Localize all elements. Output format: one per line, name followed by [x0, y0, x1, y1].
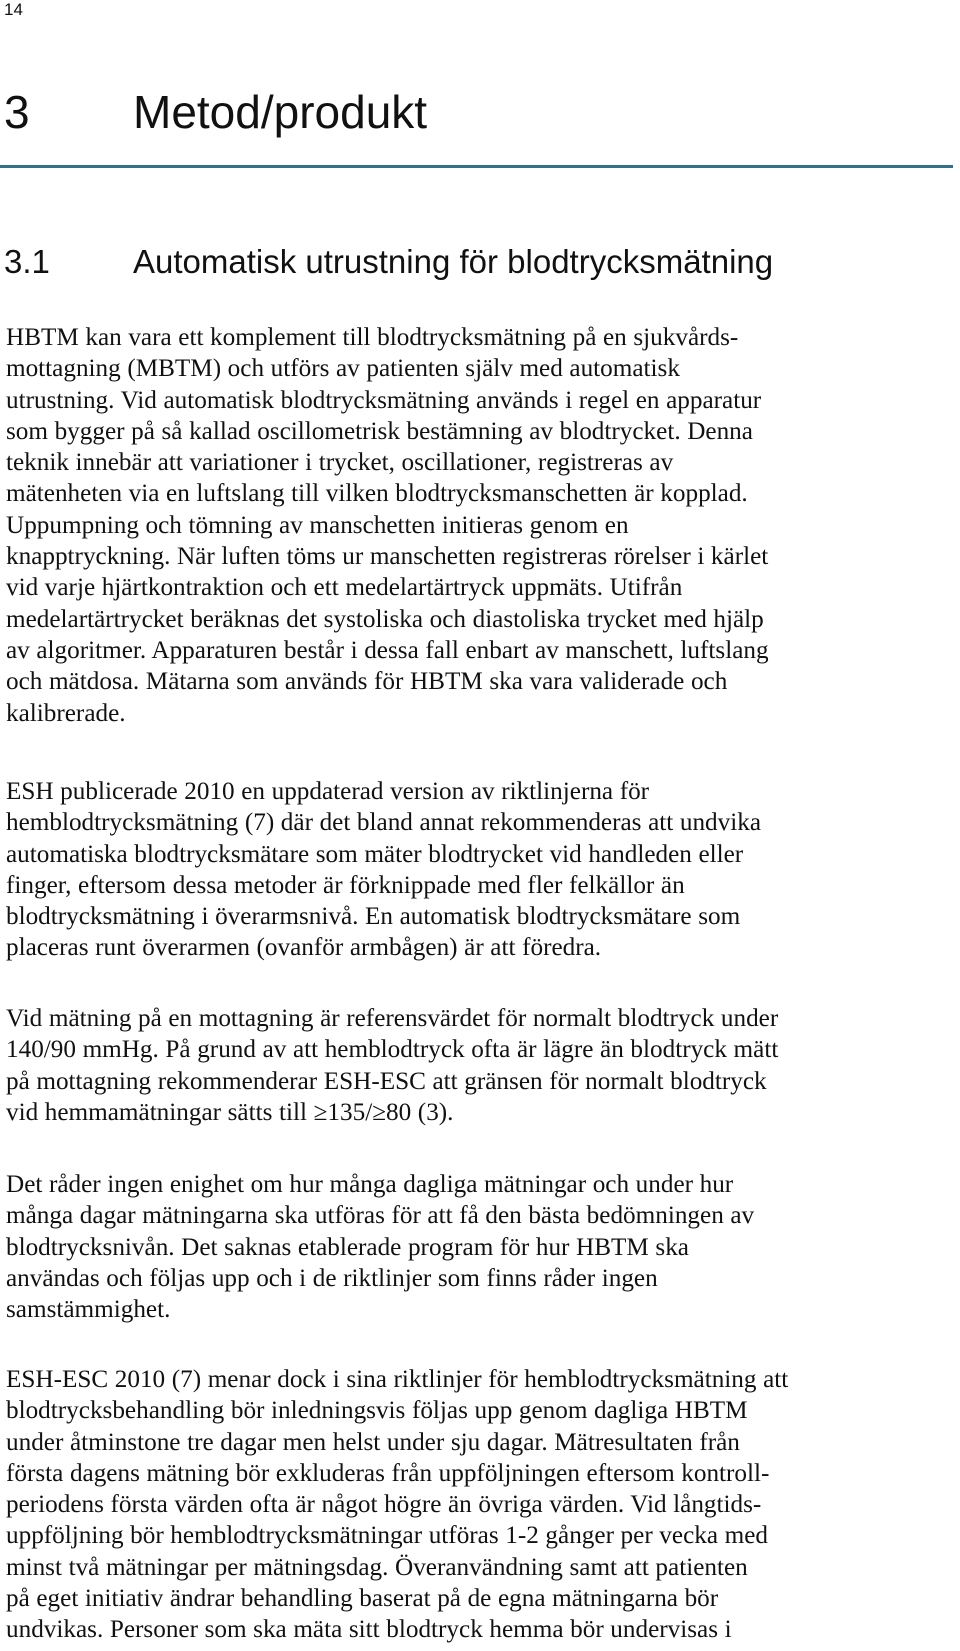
paragraph-line: ESH-ESC 2010 (7) menar dock i sina riktlinjer för hemblodtrycksmätning att	[6, 1366, 789, 1393]
paragraph	[6, 1169, 956, 1325]
paragraph-line: uppföljning bör hemblodtrycksmätningar utföras 1-2 gånger per vecka med	[6, 1522, 768, 1550]
paragraph-line: minst två mätningar per mätningsdag. Överanvändning samt att patienten	[6, 1553, 748, 1581]
paragraph-line: Det råder ingen enighet om hur många dagliga mätningar och under hur	[6, 1171, 734, 1198]
paragraph-line: första dagens mätning bör exkluderas från uppföljningen eftersom kontroll-	[6, 1459, 770, 1487]
paragraph-line: blodtrycksmätning i överarmsnivå. En automatisk blodtrycksmätare som	[6, 903, 741, 931]
paragraph-line: användas och följas upp och i de riktlinjer som finns råder ingen	[6, 1264, 658, 1292]
paragraph-line: utrustning. Vid automatisk blodtrycksmätning används i regel en apparatur	[6, 386, 762, 414]
paragraph-line: och mätdosa. Mätarna som används för HBTM ska vara validerade och	[6, 668, 728, 696]
paragraph-line: kalibrerade.	[6, 699, 126, 727]
paragraph-line: ESH publicerade 2010 en uppdaterad version av riktlinjerna för	[6, 778, 650, 805]
chapter-divider	[0, 165, 953, 168]
paragraph-line: mottagning (MBTM) och utförs av patienten själv med automatisk	[6, 355, 680, 383]
paragraph-line: undvikas. Personer som ska mäta sitt blodtryck hemma bör undervisas i	[6, 1616, 732, 1644]
paragraph-line: blodtrycksnivån. Det saknas etablerade program för hur HBTM ska	[6, 1233, 689, 1261]
chapter-heading	[0, 84, 960, 140]
paragraph	[6, 322, 956, 729]
section-heading	[0, 240, 960, 284]
paragraph-line: på eget initiativ ändrar behandling baserat på de egna mätningarna bör	[6, 1585, 719, 1613]
paragraph-line: som bygger på så kallad oscillometrisk bestämning av blodtrycket. Denna	[6, 417, 753, 445]
chapter-number: 3	[4, 86, 30, 138]
paragraph-line: finger, eftersom dessa metoder är förknippade med fler felkällor än	[6, 871, 685, 899]
paragraph-line: många dagar mätningarna ska utföras för att få den bästa bedömningen av	[6, 1202, 755, 1230]
paragraph-line: mätenheten via en luftslang till vilken blodtrycksmanschetten är kopplad.	[6, 480, 748, 508]
page-number: 14	[4, 0, 23, 19]
section-title: Automatisk utrustning för blodtrycksmätning	[133, 243, 774, 280]
paragraph-line: samstämmighet.	[6, 1296, 171, 1324]
paragraph-line: knapptryckning. När luften töms ur manschetten registreras rörelser i kärlet	[6, 543, 769, 571]
paragraph-line: placeras runt överarmen (ovanför armbågen) är att föredra.	[6, 934, 602, 962]
section-number: 3.1	[4, 243, 50, 280]
paragraph-line: HBTM kan vara ett komplement till blodtrycksmätning på en sjukvårds-	[6, 324, 739, 351]
paragraph-line: automatiska blodtrycksmätare som mäter blodtrycket vid handleden eller	[6, 840, 744, 868]
paragraph-line: Uppumpning och tömning av manschetten initieras genom en	[6, 511, 629, 539]
paragraph	[6, 1003, 956, 1128]
paragraph-line: 140/90 mmHg. På grund av att hemblodtryck ofta är lägre än blodtryck mätt	[6, 1036, 779, 1064]
paragraph-line: på mottagning rekommenderar ESH-ESC att gränsen för normalt blodtryck	[6, 1067, 767, 1095]
paragraph-line: vid hemmamätningar sätts till ≥135/≥80 (3).	[6, 1098, 454, 1126]
paragraph-line: medelartärtrycket beräknas det systoliska och diastoliska trycket med hjälp	[6, 605, 764, 633]
paragraph	[6, 1364, 956, 1646]
paragraph-line: av algoritmer. Apparaturen består i dessa fall enbart av manschett, luftslang	[6, 636, 769, 664]
chapter-title: Metod/produkt	[133, 86, 428, 138]
paragraph	[6, 776, 956, 964]
paragraph-line: blodtrycksbehandling bör inledningsvis följas upp genom dagliga HBTM	[6, 1397, 748, 1425]
paragraph-line: hemblodtrycksmätning (7) där det bland annat rekommenderas att undvika	[6, 809, 761, 837]
paragraph-line: under åtminstone tre dagar men helst under sju dagar. Mätresultaten från	[6, 1428, 740, 1456]
paragraph-line: Vid mätning på en mottagning är referensvärdet för normalt blodtryck under	[6, 1005, 779, 1032]
paragraph-line: vid varje hjärtkontraktion och ett medelartärtryck uppmäts. Utifrån	[6, 574, 683, 602]
paragraph-line: periodens första värden ofta är något högre än övriga värden. Vid långtids-	[6, 1491, 762, 1519]
paragraph-line: teknik innebär att variationer i trycket, oscillationer, registreras av	[6, 449, 674, 477]
